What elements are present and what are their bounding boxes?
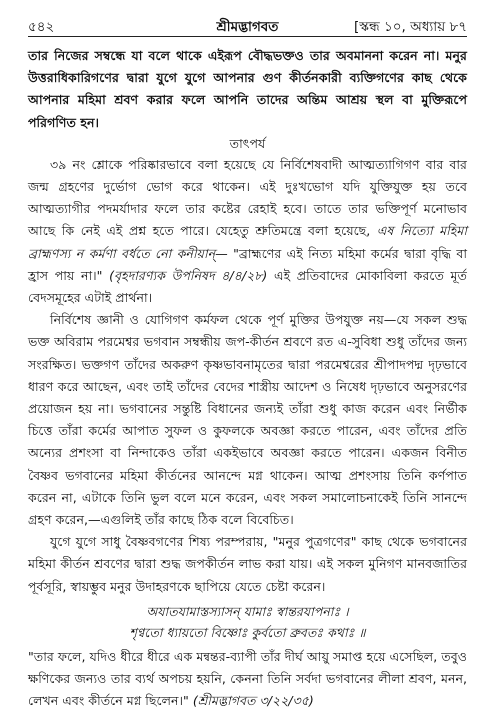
page-number: ৫৪২	[28, 19, 55, 35]
verse-line-2: শৃণ্বতো ধ্যায়তো বিষ্ণোঃ কুর্বতো ব্রুবতঃ কথাঃ ॥	[129, 624, 366, 640]
purport-p1-conclusion: এই প্রতিবাদের মোকাবিলা করতে মূর্ত বেদসমূহের এটাই প্রার্থনা।	[28, 267, 467, 306]
translation-text: তার নিজের সম্বন্ধে যা বলে থাকে এইরূপ বৌদ্ধভক্তও তার অবমাননা করেন না। মনুর উত্তরাধিকারিগণের দ্বারা যুগে যুগে আপনার গুণ কীর্তনকারী ব্যক্তিগণের কাছ থেকে আপনার মহিমা শ্রবণ করার ফলে আপনি তাদের অন্তিম আশ্রয় স্থল বা মুক্তিরূপে পরিগণিত হন।	[28, 48, 467, 130]
quote-reference: (বৃহদারণ্যক উপনিষদ ৪/৪/২৮)	[109, 267, 268, 283]
purport-paragraph-2: নির্বিশেষ জ্ঞানী ও যোগিগণ কর্মফল থেকে পূর্ণ মুক্তির উপযুক্ত নয়—যে সকল শুদ্ধ ভক্ত অবিরাম পরমেশ্বর ভগবান সম্বন্ধীয় জপ-কীর্তন শ্রবণে রত এ-সুবিধা শুধু তাঁদের জন্য সংরক্ষিত। ভক্তগণ তাঁদের অকরুণ কৃষ্ণভাবনামৃতের দ্বারা পরমেশ্বরের শ্রীপাদপদ্ম দৃঢ়ভাবে ধারণ করে আছেন, এবং তাই তাঁদের বেদের শাস্ত্রীয় আদেশ ও নিষেধ দৃঢ়ভাবে অনুসরণের প্রয়োজন হয় না। ভগবানের সন্তুষ্টি বিধানের জন্যই তাঁরা শুধু কাজ করেন এবং নির্ভীক চিত্তে তাঁরা কর্মের আপাত সুফল ও কুফলকে অবজ্ঞা করতে পারেন, এবং তাঁদের প্রতি অন্যের প্রশংসা বা নিন্দাকেও তাঁরা একইভাবে অবজ্ঞা করতে পারেন। একজন বিনীত বৈষ্ণব ভগবানের মহিমা কীর্তনের আনন্দে মগ্ন থাকেন। আত্ম প্রশংসায় তিনি কর্ণপাত করেন না, এটাকে তিনি ভুল বলে মনে করেন, এবং সকল সমালোচনাকেই তিনি সানন্দে গ্রহণ করেন,—এগুলিই তাঁর কাছে ঠিক বলে বিবেচিত।	[28, 312, 467, 528]
sanskrit-verse	[28, 601, 467, 643]
purport-paragraph-1	[28, 154, 467, 309]
page-header	[28, 14, 467, 36]
book-title: শ্রীমদ্ভাগবত	[216, 19, 279, 35]
sruti-quote: এষ নিত্যো মহিমা ব্রাহ্মণস্য ন কর্মণা বর্ধতে নো কনীয়ান্—	[28, 223, 467, 261]
verse-line-1: অযাতযামাস্তস্যাসন্ যামাঃ স্বান্তরযাপনাঃ ।	[146, 603, 349, 619]
purport-p1-text: ৩৯ নং শ্লোকে পরিষ্কারভাবে বলা হয়েছে যে নির্বিশেষবাদী আত্মত্যাগিগণ বার বার জন্ম গ্রহণের দুর্ভোগ ভোগ করে থাকেন। এই দুঃখভোগ যদি যুক্তিযুক্ত হয় তবে আত্মত্যাগীর পদমর্যাদার ফলে তার কষ্টের রেহাই হবে। তাতে তার ভক্তিপূর্ণ মনোভাব আছে কি নেই এই প্রশ্ন হতে পারে। যেহেতু শ্রুতিমন্ত্রে বলা হয়েছে,	[28, 156, 467, 239]
purport-heading: তাৎপর্য	[229, 135, 266, 151]
chapter-reference: [স্কন্ধ ১০, অধ্যায় ৮৭	[354, 19, 467, 35]
purport-paragraph-3: যুগে যুগে সাধু বৈষ্ণবগণের শিষ্য পরম্পরায়, "মনুর পুত্রগণের" কাছ থেকে ভগবানের মহিমা কীর্তন শ্রবণের দ্বারা শুদ্ধ জপকীর্তন লাভ করা যায়। এই সকল মুনিগণ মানবজাতির পূর্বসূরি, স্বায়ম্ভুব মনুর উদাহরণকে ছাপিয়ে যেতে চেষ্টা করেন।	[28, 534, 467, 594]
quote-translation: "ব্রাহ্মণের এই নিত্য মহিমা কর্মের দ্বারা বৃদ্ধি বা হ্রাস পায় না।"	[28, 245, 467, 283]
purport-paragraph-4	[28, 646, 467, 712]
verse-reference: (শ্রীমদ্ভাগবত ৩/২২/৩৫)	[192, 693, 314, 709]
verse-translation: "তার ফলে, যদিও ধীরে ধীরে এক মন্বন্তর-ব্যাপী তাঁর দীর্ঘ আয়ু সমাপ্ত হয়ে এসেছিল, তবুও ক্ষণিকের জন্যও তার ব্যর্থ অপচয় হয়নি, কেননা তিনি সর্বদা ভগবানের লীলা শ্রবণ, মনন, লেখন এবং কীর্তনে মগ্ন ছিলেন।"	[28, 648, 467, 709]
